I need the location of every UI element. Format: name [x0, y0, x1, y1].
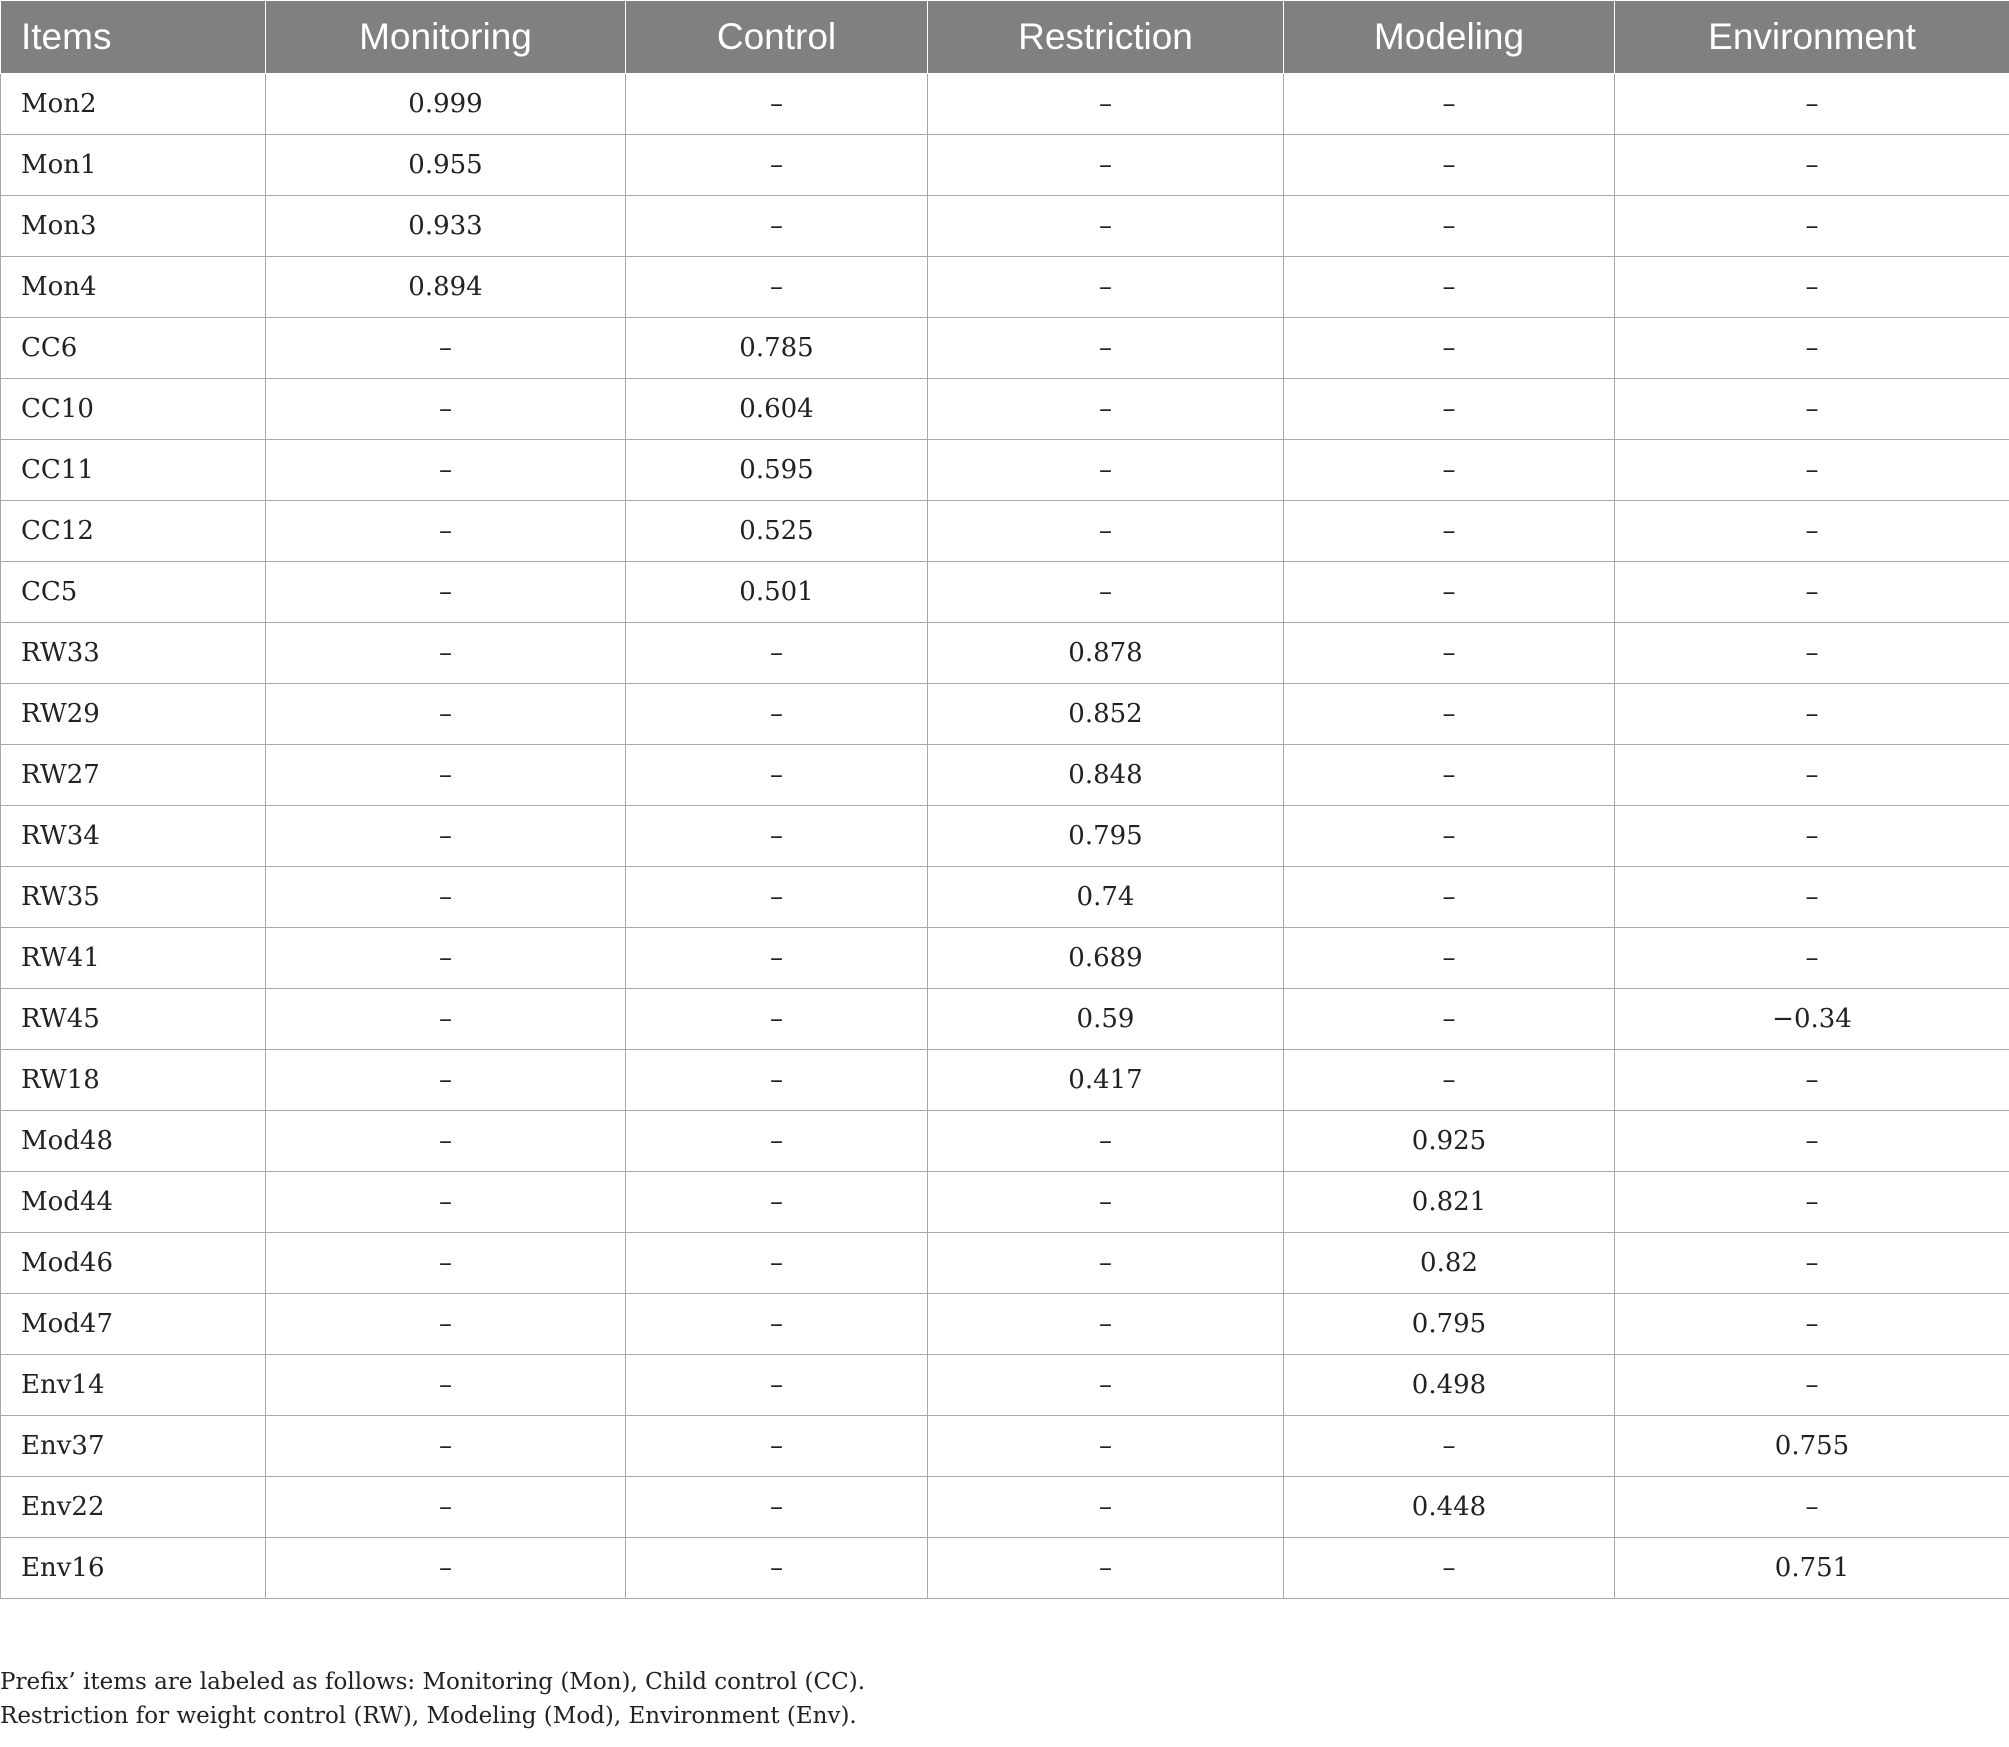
loading-cell: –: [266, 379, 626, 440]
loading-cell: –: [266, 1172, 626, 1233]
table-row: [1, 379, 2009, 440]
table-row: [1, 1050, 2009, 1111]
loading-cell: –: [928, 501, 1284, 562]
loading-cell: –: [1615, 1050, 2009, 1111]
header-modeling: Modeling: [1284, 1, 1615, 74]
table-row: [1, 928, 2009, 989]
loading-cell: –: [1284, 196, 1615, 257]
loading-cell: –: [626, 623, 928, 684]
loading-cell: 0.74: [928, 867, 1284, 928]
loading-cell: –: [266, 867, 626, 928]
loading-cell: 0.795: [1284, 1294, 1615, 1355]
item-label-cell: RW35: [1, 867, 266, 928]
loading-cell: 0.821: [1284, 1172, 1615, 1233]
loading-cell: –: [266, 745, 626, 806]
item-label-cell: CC12: [1, 501, 266, 562]
loading-cell: –: [1284, 379, 1615, 440]
table-row: [1, 1538, 2009, 1599]
item-label-cell: CC11: [1, 440, 266, 501]
loading-cell: 0.755: [1615, 1416, 2009, 1477]
loading-cell: −0.34: [1615, 989, 2009, 1050]
loading-cell: –: [1615, 1172, 2009, 1233]
loading-cell: –: [266, 318, 626, 379]
table-row: [1, 1416, 2009, 1477]
loading-cell: –: [1615, 1477, 2009, 1538]
loading-cell: –: [626, 1477, 928, 1538]
loading-cell: –: [1284, 501, 1615, 562]
loading-cell: –: [1615, 135, 2009, 196]
loading-cell: –: [1615, 562, 2009, 623]
item-label-cell: Mod46: [1, 1233, 266, 1294]
loading-cell: –: [1284, 1416, 1615, 1477]
loading-cell: 0.604: [626, 379, 928, 440]
loading-cell: –: [626, 196, 928, 257]
loading-cell: –: [266, 989, 626, 1050]
loading-cell: –: [928, 1233, 1284, 1294]
table-row: [1, 196, 2009, 257]
table-row: [1, 501, 2009, 562]
item-label-cell: RW29: [1, 684, 266, 745]
item-label-cell: RW27: [1, 745, 266, 806]
loading-cell: –: [1615, 1233, 2009, 1294]
loading-cell: –: [1615, 379, 2009, 440]
loading-cell: –: [266, 1294, 626, 1355]
loading-cell: 0.925: [1284, 1111, 1615, 1172]
loading-cell: –: [266, 1050, 626, 1111]
loading-cell: –: [928, 1294, 1284, 1355]
loading-cell: –: [266, 1538, 626, 1599]
loading-cell: –: [928, 196, 1284, 257]
loading-cell: –: [1615, 867, 2009, 928]
loading-cell: –: [928, 135, 1284, 196]
loading-cell: –: [266, 623, 626, 684]
loading-cell: 0.595: [626, 440, 928, 501]
loading-cell: –: [928, 562, 1284, 623]
loading-cell: –: [266, 562, 626, 623]
loading-cell: –: [626, 1538, 928, 1599]
item-label-cell: Env22: [1, 1477, 266, 1538]
loading-cell: 0.848: [928, 745, 1284, 806]
table-row: [1, 989, 2009, 1050]
loading-cell: –: [626, 1416, 928, 1477]
loading-cell: –: [1615, 745, 2009, 806]
loading-cell: –: [266, 928, 626, 989]
loading-cell: –: [928, 1111, 1284, 1172]
loading-cell: –: [1615, 623, 2009, 684]
loading-cell: 0.448: [1284, 1477, 1615, 1538]
loading-cell: –: [626, 989, 928, 1050]
loading-cell: –: [1615, 928, 2009, 989]
item-label-cell: RW45: [1, 989, 266, 1050]
loading-cell: –: [928, 1538, 1284, 1599]
item-label-cell: Mon4: [1, 257, 266, 318]
loading-cell: –: [266, 1477, 626, 1538]
loading-cell: –: [1284, 867, 1615, 928]
loading-cell: –: [626, 684, 928, 745]
loading-cell: –: [266, 1416, 626, 1477]
loading-cell: –: [266, 1233, 626, 1294]
header-items: Items: [1, 1, 266, 74]
item-label-cell: CC5: [1, 562, 266, 623]
loading-cell: 0.751: [1615, 1538, 2009, 1599]
loading-cell: –: [626, 257, 928, 318]
item-label-cell: RW33: [1, 623, 266, 684]
loading-cell: 0.999: [266, 74, 626, 135]
table-row: [1, 1111, 2009, 1172]
loading-cell: –: [928, 1416, 1284, 1477]
loading-cell: –: [626, 74, 928, 135]
loading-cell: –: [1615, 440, 2009, 501]
loading-cell: –: [266, 501, 626, 562]
loading-cell: –: [1284, 318, 1615, 379]
item-label-cell: RW18: [1, 1050, 266, 1111]
table-row: [1, 562, 2009, 623]
loading-cell: –: [928, 74, 1284, 135]
loading-cell: 0.878: [928, 623, 1284, 684]
loading-cell: –: [1615, 1111, 2009, 1172]
loading-cell: 0.498: [1284, 1355, 1615, 1416]
loading-cell: –: [266, 684, 626, 745]
table-row: [1, 318, 2009, 379]
loading-cell: –: [1284, 806, 1615, 867]
loading-cell: 0.852: [928, 684, 1284, 745]
loading-cell: –: [928, 1477, 1284, 1538]
loading-cell: –: [626, 1233, 928, 1294]
loading-cell: 0.795: [928, 806, 1284, 867]
footnote-line: Restriction for weight control (RW), Modeling (Mod), Environment (Env).: [0, 1703, 857, 1729]
loading-cell: –: [626, 745, 928, 806]
header-control: Control: [626, 1, 928, 74]
item-label-cell: Mod48: [1, 1111, 266, 1172]
table-row: [1, 440, 2009, 501]
loading-cell: –: [1615, 684, 2009, 745]
table-row: [1, 135, 2009, 196]
table-row: [1, 1233, 2009, 1294]
loading-cell: –: [1284, 257, 1615, 318]
table-row: [1, 74, 2009, 135]
loading-cell: –: [1284, 684, 1615, 745]
header-environment: Environment: [1615, 1, 2009, 74]
item-label-cell: RW34: [1, 806, 266, 867]
table-row: [1, 806, 2009, 867]
loading-cell: –: [1615, 1355, 2009, 1416]
loading-cell: –: [626, 1050, 928, 1111]
loading-cell: 0.933: [266, 196, 626, 257]
loading-cell: –: [626, 135, 928, 196]
loading-cell: –: [1615, 318, 2009, 379]
table-row: [1, 867, 2009, 928]
loading-cell: –: [266, 806, 626, 867]
loading-cell: –: [626, 1294, 928, 1355]
table-body: [1, 74, 2009, 1599]
loading-cell: 0.82: [1284, 1233, 1615, 1294]
loading-cell: –: [626, 867, 928, 928]
loading-cell: –: [928, 440, 1284, 501]
loading-cell: –: [1615, 501, 2009, 562]
table-row: [1, 1477, 2009, 1538]
table-header-row: [1, 1, 2009, 74]
loading-cell: –: [1284, 1050, 1615, 1111]
item-label-cell: RW41: [1, 928, 266, 989]
item-label-cell: CC10: [1, 379, 266, 440]
item-label-cell: CC6: [1, 318, 266, 379]
table-row: [1, 1172, 2009, 1233]
loading-cell: –: [266, 440, 626, 501]
loading-cell: –: [928, 1355, 1284, 1416]
loading-cell: –: [1284, 745, 1615, 806]
table-row: [1, 257, 2009, 318]
loading-cell: 0.525: [626, 501, 928, 562]
loading-cell: 0.894: [266, 257, 626, 318]
loading-cell: –: [1284, 74, 1615, 135]
loading-cell: –: [1615, 196, 2009, 257]
table-row: [1, 1294, 2009, 1355]
loading-cell: –: [1615, 74, 2009, 135]
loading-cell: –: [626, 928, 928, 989]
loading-cell: –: [1284, 562, 1615, 623]
loading-cell: –: [626, 1355, 928, 1416]
loading-cell: –: [1615, 806, 2009, 867]
loading-cell: 0.785: [626, 318, 928, 379]
loading-cell: –: [1284, 135, 1615, 196]
table-footnotes: [0, 1665, 865, 1733]
loading-cell: –: [1284, 1538, 1615, 1599]
item-label-cell: Mon1: [1, 135, 266, 196]
item-label-cell: Mod44: [1, 1172, 266, 1233]
table-row: [1, 684, 2009, 745]
loading-cell: –: [928, 379, 1284, 440]
loading-cell: 0.59: [928, 989, 1284, 1050]
loading-cell: –: [928, 1172, 1284, 1233]
table-row: [1, 623, 2009, 684]
item-label-cell: Env16: [1, 1538, 266, 1599]
table-row: [1, 1355, 2009, 1416]
item-label-cell: Mon2: [1, 74, 266, 135]
loading-cell: –: [266, 1355, 626, 1416]
loading-cell: 0.689: [928, 928, 1284, 989]
header-monitoring: Monitoring: [266, 1, 626, 74]
loading-cell: –: [626, 1111, 928, 1172]
footnote-line: Prefix’ items are labeled as follows: Monitoring (Mon), Child control (CC).: [0, 1669, 866, 1695]
item-label-cell: Env37: [1, 1416, 266, 1477]
loading-cell: –: [1615, 1294, 2009, 1355]
table-row: [1, 745, 2009, 806]
loading-cell: 0.417: [928, 1050, 1284, 1111]
loading-cell: –: [266, 1111, 626, 1172]
item-label-cell: Env14: [1, 1355, 266, 1416]
loading-cell: –: [1284, 989, 1615, 1050]
loading-cell: –: [1615, 257, 2009, 318]
loading-cell: –: [928, 318, 1284, 379]
loading-cell: –: [626, 1172, 928, 1233]
loading-cell: –: [1284, 928, 1615, 989]
item-label-cell: Mod47: [1, 1294, 266, 1355]
item-label-cell: Mon3: [1, 196, 266, 257]
loading-cell: –: [1284, 440, 1615, 501]
loading-cell: 0.501: [626, 562, 928, 623]
loading-cell: –: [626, 806, 928, 867]
loading-cell: –: [928, 257, 1284, 318]
loading-cell: –: [1284, 623, 1615, 684]
loading-cell: 0.955: [266, 135, 626, 196]
header-restriction: Restriction: [928, 1, 1284, 74]
